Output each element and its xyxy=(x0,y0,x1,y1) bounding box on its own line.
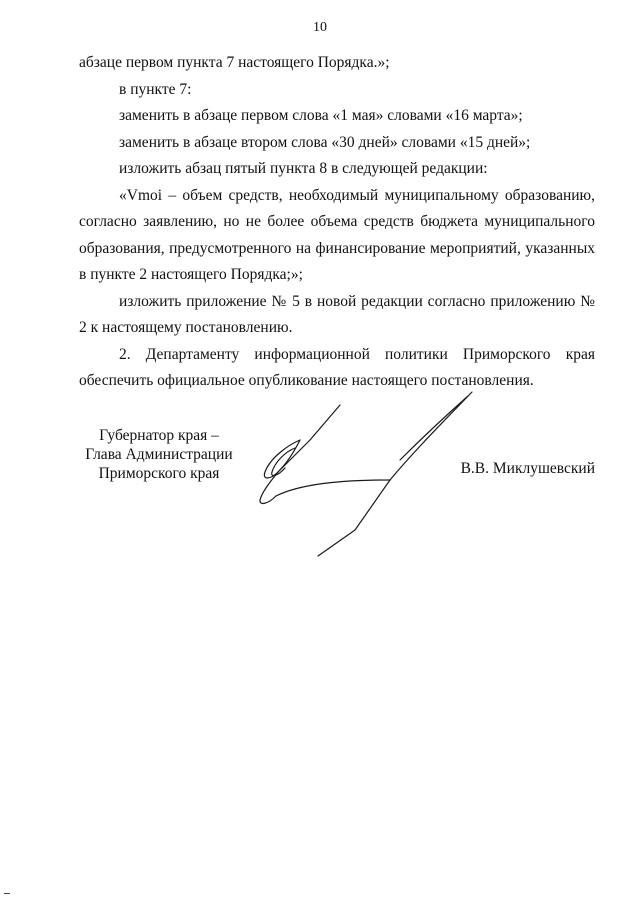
signatory-title-line1: Губернатор края – xyxy=(99,427,219,444)
signatory-title-line2: Глава Администрации xyxy=(85,446,233,463)
paragraph-publication: 2. Департаменту информационной политики Приморского края обеспечить официальное опубликование настоящего постановления. xyxy=(79,345,595,389)
page-number: 10 xyxy=(313,20,327,35)
paragraph-continuation: абзаце первом пункта 7 настоящего Порядка.»; xyxy=(79,54,390,71)
signatory-title-line3: Приморского края xyxy=(98,465,220,482)
paragraph-appendix: изложить приложение № 5 в новой редакции согласно приложению № 2 к настоящему постановлению. xyxy=(79,292,595,336)
document-body xyxy=(79,50,595,395)
paragraph-restate-abzac: изложить абзац пятый пункта 8 в следующей редакции: xyxy=(119,160,488,177)
signatory-name: В.В. Миклушевский xyxy=(460,460,595,477)
paragraph-point-7: в пункте 7: xyxy=(119,80,192,98)
paragraph-vmoi-definition: «Vmoi – объем средств, необходимый муниципальному образованию, согласно заявлению, но не более объема средств бюджета муниципального образования, предусмотренного на финансирование мероприятий, указанных в пункте 2 настоящего Порядка;»; xyxy=(79,186,595,283)
signatory-title xyxy=(79,426,239,483)
paragraph-replace-second: заменить в абзаце втором слова «30 дней» словами «15 дней»; xyxy=(119,133,531,151)
paragraph-replace-first: заменить в абзаце первом слова «1 мая» словами «16 марта»; xyxy=(119,107,523,124)
footer-mark xyxy=(4,893,10,894)
